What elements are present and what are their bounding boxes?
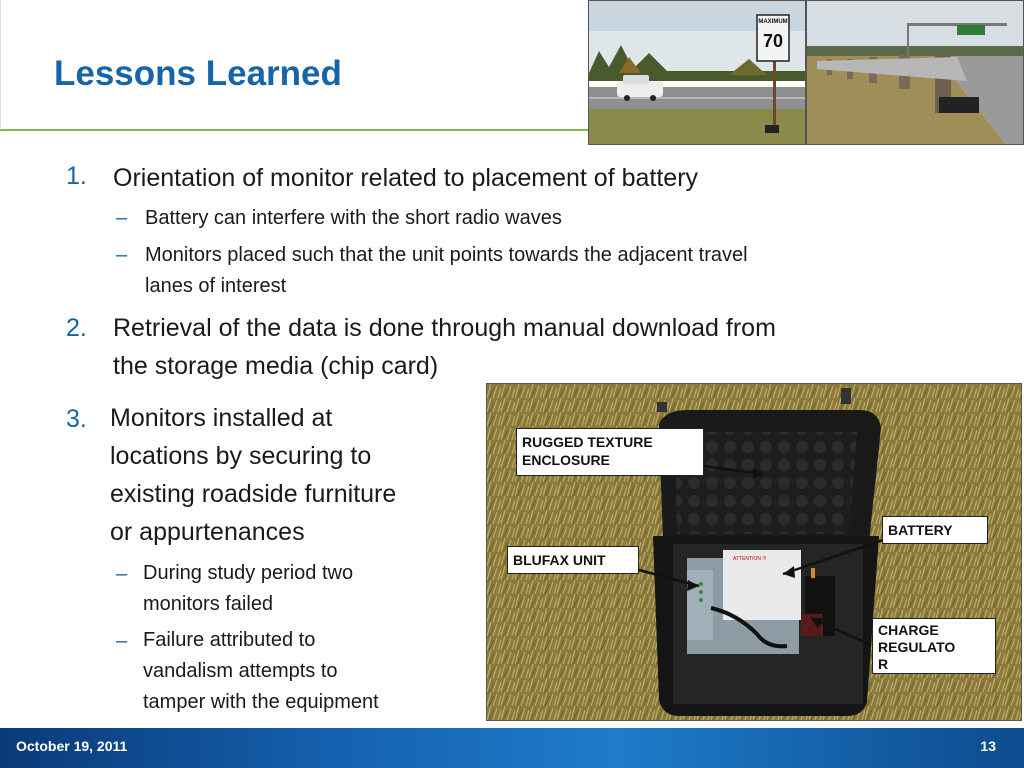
item-3-line-2: locations by securing to bbox=[110, 442, 372, 470]
callout-blufax: BLUFAX UNIT bbox=[507, 546, 639, 574]
header-divider bbox=[0, 129, 590, 131]
item-1-number: 1. bbox=[66, 162, 87, 190]
item-1-sub-2-line-1: Monitors placed such that the unit points towards the adjacent travel bbox=[145, 244, 748, 266]
item-1-text: Orientation of monitor related to placement of battery bbox=[113, 164, 699, 192]
photo-guardrail bbox=[806, 0, 1024, 145]
item-3-sub-1-line-2: monitors failed bbox=[143, 593, 274, 615]
photo-equipment-case bbox=[486, 383, 1022, 721]
slide-title: Lessons Learned bbox=[54, 54, 342, 93]
item-3-sub-2-line-2: vandalism attempts to bbox=[143, 660, 338, 682]
bullet-dash-icon: – bbox=[116, 563, 128, 585]
callout-enclosure-line-1: RUGGED TEXTURE bbox=[522, 434, 653, 450]
callout-charge-regulator bbox=[872, 618, 996, 674]
item-2-line-1: Retrieval of the data is done through manual download from bbox=[113, 314, 776, 342]
footer-date: October 19, 2011 bbox=[16, 738, 128, 754]
callout-enclosure bbox=[516, 428, 704, 476]
bullet-dash-icon: – bbox=[116, 207, 128, 229]
callout-enclosure-line-2: ENCLOSURE bbox=[522, 452, 610, 468]
item-1-sub-2-line-2: lanes of interest bbox=[145, 275, 287, 297]
item-3-number: 3. bbox=[66, 405, 87, 433]
bullet-dash-icon: – bbox=[116, 630, 128, 652]
footer-bar bbox=[0, 728, 1024, 768]
item-3-sub-2-line-3: tamper with the equipment bbox=[143, 691, 379, 713]
callout-charge-line-3: R bbox=[878, 656, 889, 672]
item-3-line-3: existing roadside furniture bbox=[110, 480, 397, 508]
sign-value-text: 70 bbox=[762, 31, 784, 51]
callout-charge-line-1: CHARGE bbox=[878, 622, 939, 638]
item-2-line-2: the storage media (chip card) bbox=[113, 352, 439, 380]
bullet-dash-icon: – bbox=[116, 244, 128, 266]
device-label-text: ATTENTION !!! bbox=[733, 556, 767, 562]
item-3-sub-2-line-1: Failure attributed to bbox=[143, 629, 316, 651]
sign-top-text: MAXIMUM bbox=[758, 19, 788, 25]
item-3-line-4: or appurtenances bbox=[110, 518, 305, 546]
item-2-number: 2. bbox=[66, 314, 87, 342]
item-1-sub-1: Battery can interfere with the short radio waves bbox=[145, 207, 562, 229]
item-3-line-1: Monitors installed at bbox=[110, 404, 333, 432]
footer-page-number: 13 bbox=[980, 738, 996, 754]
header-left-edge bbox=[0, 0, 1, 130]
callout-battery: BATTERY bbox=[882, 516, 988, 544]
callout-charge-line-2: REGULATO bbox=[878, 639, 956, 655]
item-3-sub-1-line-1: During study period two bbox=[143, 562, 354, 584]
photo-speed-sign bbox=[588, 0, 806, 145]
